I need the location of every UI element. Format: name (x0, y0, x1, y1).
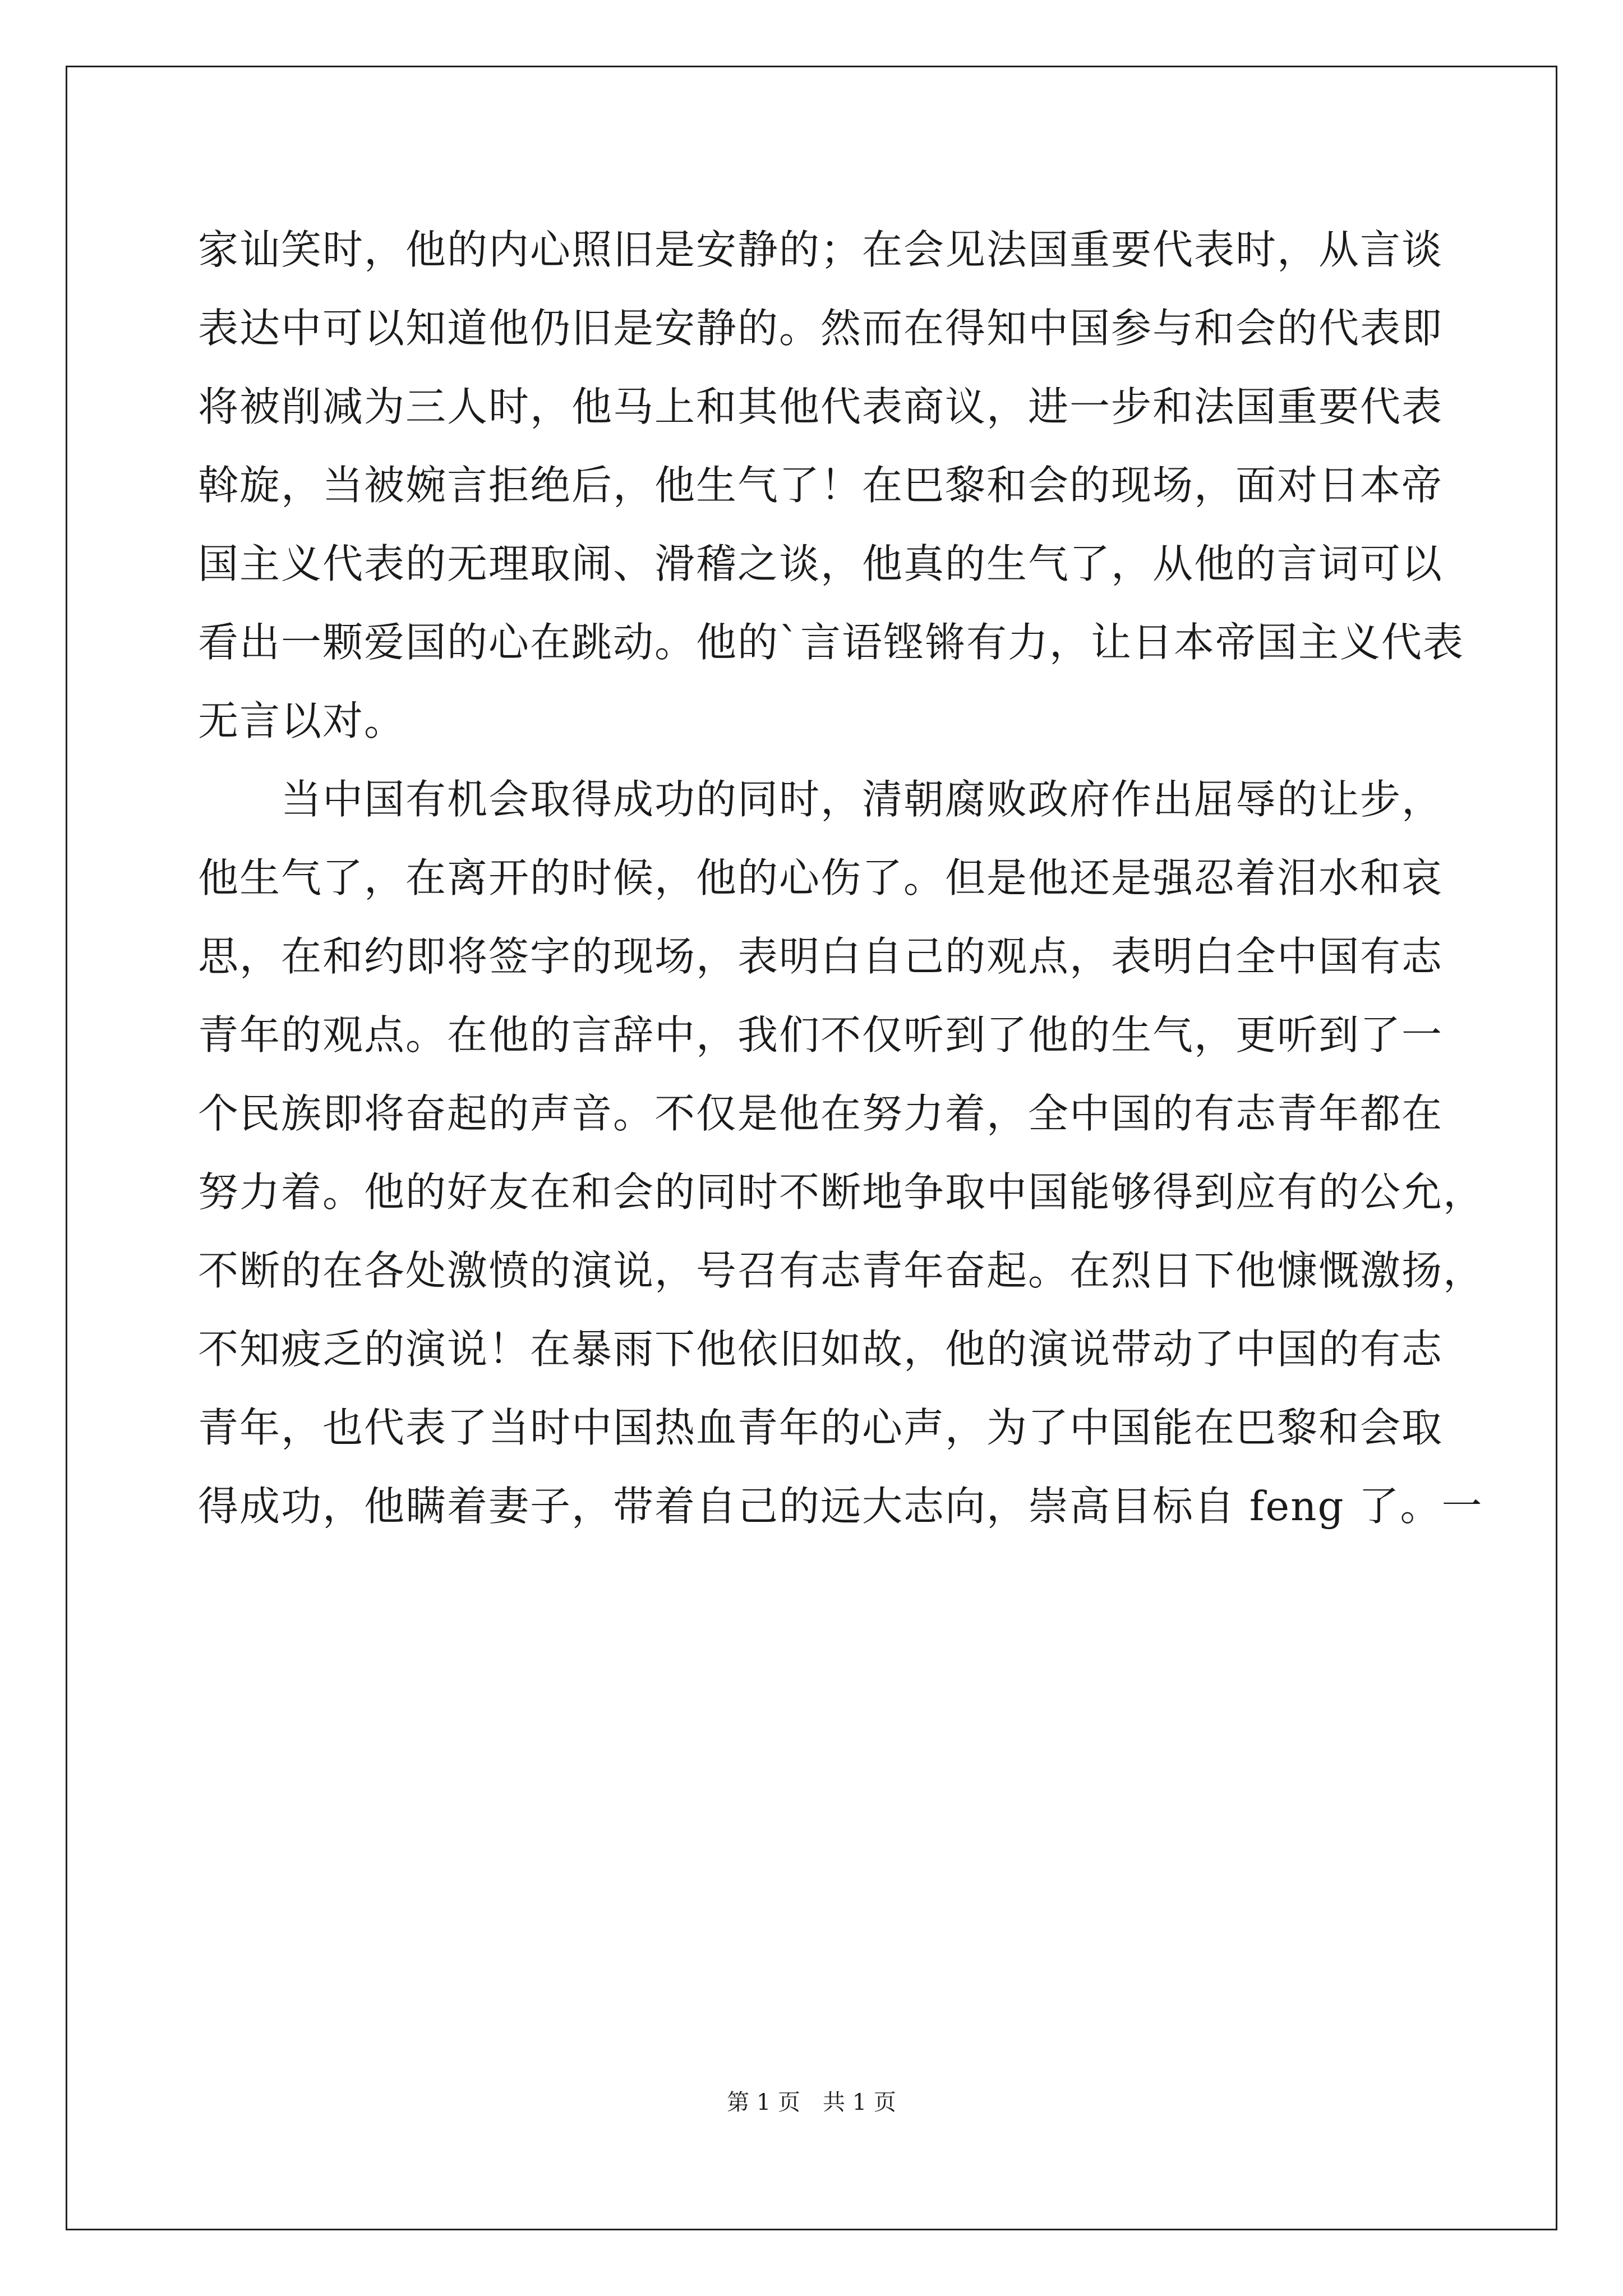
text-line: 将被削减为三人时，他马上和其他代表商议，进一步和法国重要代表 (198, 383, 1444, 430)
text-line: 不知疲乏的演说！在暴雨下他依旧如故，他的演说带动了中国的有志 (198, 1326, 1444, 1373)
text-line: 个民族即将奋起的声音。不仅是他在努力着，全中国的有志青年都在 (198, 1090, 1444, 1137)
text-line: 得成功，他瞒着妻子，带着自己的远大志向，崇高目标自 feng 了。一 (198, 1483, 1483, 1530)
page-number-footer: 第 1 页 共 1 页 (727, 2090, 896, 2115)
text-line: 斡旋，当被婉言拒绝后，他生气了！在巴黎和会的现场，面对日本帝 (198, 462, 1444, 509)
text-line: 看出一颗爱国的心在跳动。他的`言语铿锵有力，让日本帝国主义代表 (198, 619, 1465, 666)
text-line: 努力着。他的好友在和会的同时不断地争取中国能够得到应有的公允， (198, 1168, 1485, 1216)
text-line: 思，在和约即将签字的现场，表明白自己的观点，表明白全中国有志 (198, 933, 1444, 980)
text-line: 家讪笑时，他的内心照旧是安静的；在会见法国重要代表时，从言谈 (198, 226, 1444, 273)
text-line: 不断的在各处激愤的演说，号召有志青年奋起。在烈日下他慷慨激扬， (198, 1247, 1485, 1294)
text-line: 青年，也代表了当时中国热血青年的心声，为了中国能在巴黎和会取 (198, 1404, 1444, 1451)
text-line: 青年的观点。在他的言辞中，我们不仅听到了他的生气，更听到了一 (198, 1011, 1444, 1059)
text-line: 表达中可以知道他仍旧是安静的。然而在得知中国参与和会的代表即 (198, 305, 1444, 352)
text-line: 无言以对。 (198, 697, 406, 744)
text-line: 国主义代表的无理取闹、滑稽之谈，他真的生气了，从他的言词可以 (198, 540, 1444, 587)
text-line: 他生气了，在离开的时候，他的心伤了。但是他还是强忍着泪水和哀 (198, 854, 1444, 901)
text-line: 当中国有机会取得成功的同时，清朝腐败政府作出屈辱的让步， (198, 776, 1444, 823)
